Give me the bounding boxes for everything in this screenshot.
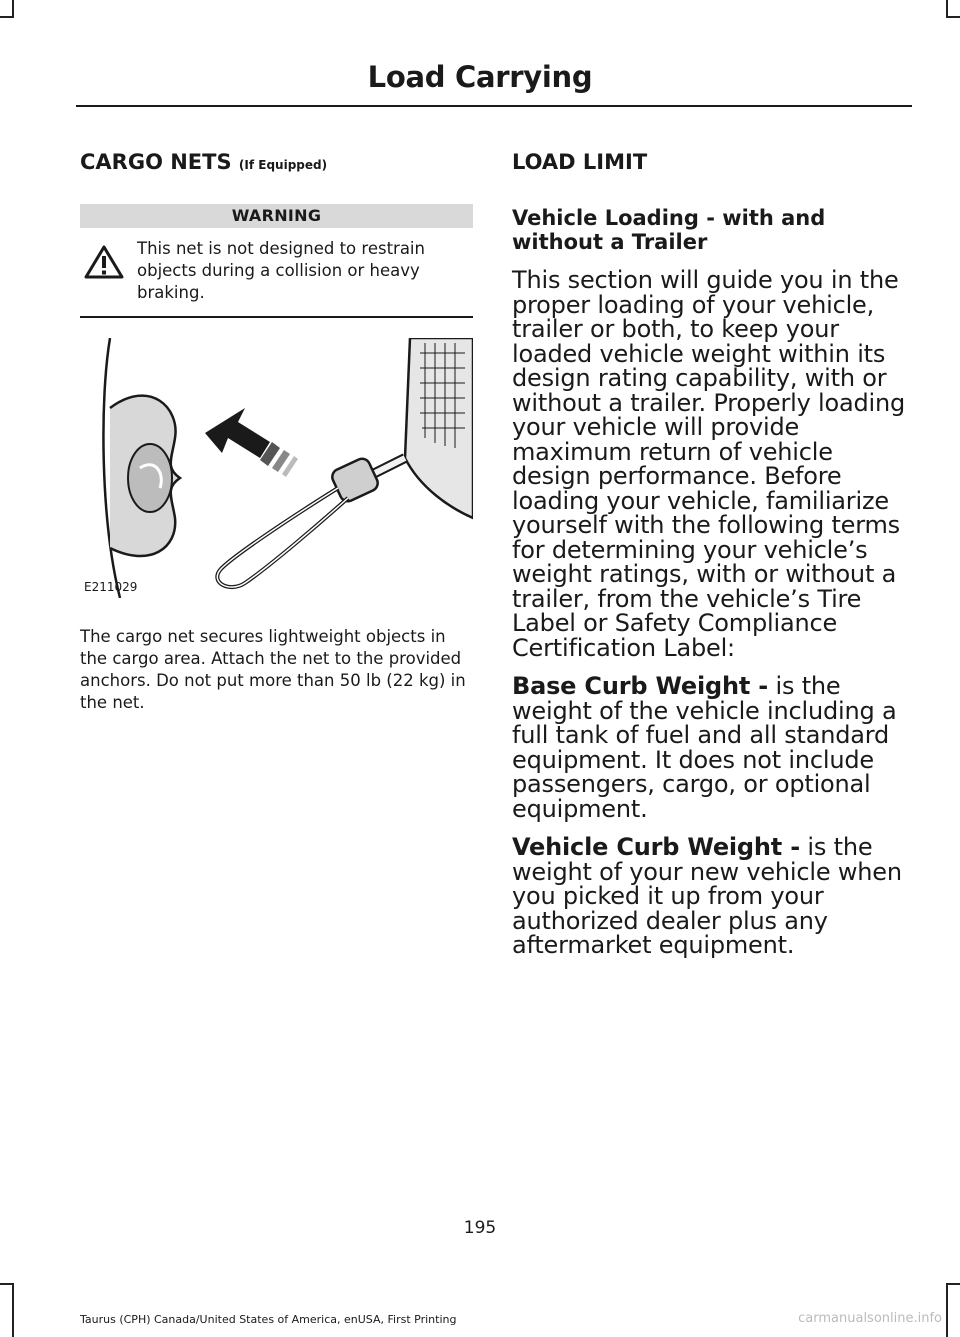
footer-text: Taurus (CPH) Canada/United States of America, enUSA, First Printing <box>80 1313 457 1326</box>
watermark: carmanualsonline.info <box>798 1311 942 1326</box>
header-rule <box>76 105 912 107</box>
cargo-net-anchor-illustration <box>80 338 473 598</box>
definition-term: Vehicle Curb Weight - <box>512 833 800 861</box>
definition-term: Base Curb Weight - <box>512 672 769 700</box>
warning-label: WARNING <box>80 204 473 228</box>
warning-rule <box>80 316 473 318</box>
warning-triangle-icon <box>84 244 124 280</box>
crop-mark <box>946 16 960 18</box>
definition-base-curb-weight <box>512 674 912 821</box>
cargo-net-description: The cargo net secures lightweight objects in the cargo area. Attach the net to the provided anchors. Do not put more than 50 lb (22 kg) in the net. <box>80 627 466 712</box>
page-header-title: Load Carrying <box>367 60 593 94</box>
crop-mark <box>0 1283 14 1285</box>
intro-paragraph: This section will guide you in the proper loading of your vehicle, trailer or both, to keep your loaded vehicle weight within its design rating capability, with or without a trailer. Properly loading your vehicle will provide maximum return of vehicle design performance. Before loading your vehicle, familiarize yourself with the following terms for determining your vehicle’s weight ratings, with or without a trailer, from the vehicle’s Tire Label or Safety Compliance Certification Label: <box>512 266 906 662</box>
cargo-net-anchor-figure <box>80 338 473 598</box>
section-title-cargo-nets <box>80 150 473 174</box>
figure-code: E211029 <box>84 580 138 594</box>
section-qualifier: (If Equipped) <box>238 158 328 172</box>
right-column <box>512 150 912 958</box>
subsection-title: Vehicle Loading - with and without a Trailer <box>512 206 826 254</box>
direction-arrow-icon <box>205 408 298 477</box>
crop-mark <box>12 1283 14 1337</box>
crop-mark <box>946 1283 960 1285</box>
section-title-text: CARGO NETS <box>80 150 232 174</box>
left-column <box>80 150 473 714</box>
crop-mark <box>0 16 14 18</box>
warning-box <box>80 228 473 310</box>
definition-text: is the weight of your new vehicle when you picked it up from your authorized dealer plus any aftermarket equipment. <box>512 833 902 959</box>
definition-text: is the weight of the vehicle including a full tank of fuel and all standard equipment. It does not include passengers, cargo, or optional equipment. <box>512 672 897 823</box>
section-title-load-limit: LOAD LIMIT <box>512 150 648 174</box>
page-number: 195 <box>463 1218 497 1238</box>
definition-vehicle-curb-weight <box>512 835 912 958</box>
warning-text: This net is not designed to restrain objects during a collision or heavy braking. <box>137 239 425 302</box>
crop-mark <box>946 1283 948 1337</box>
